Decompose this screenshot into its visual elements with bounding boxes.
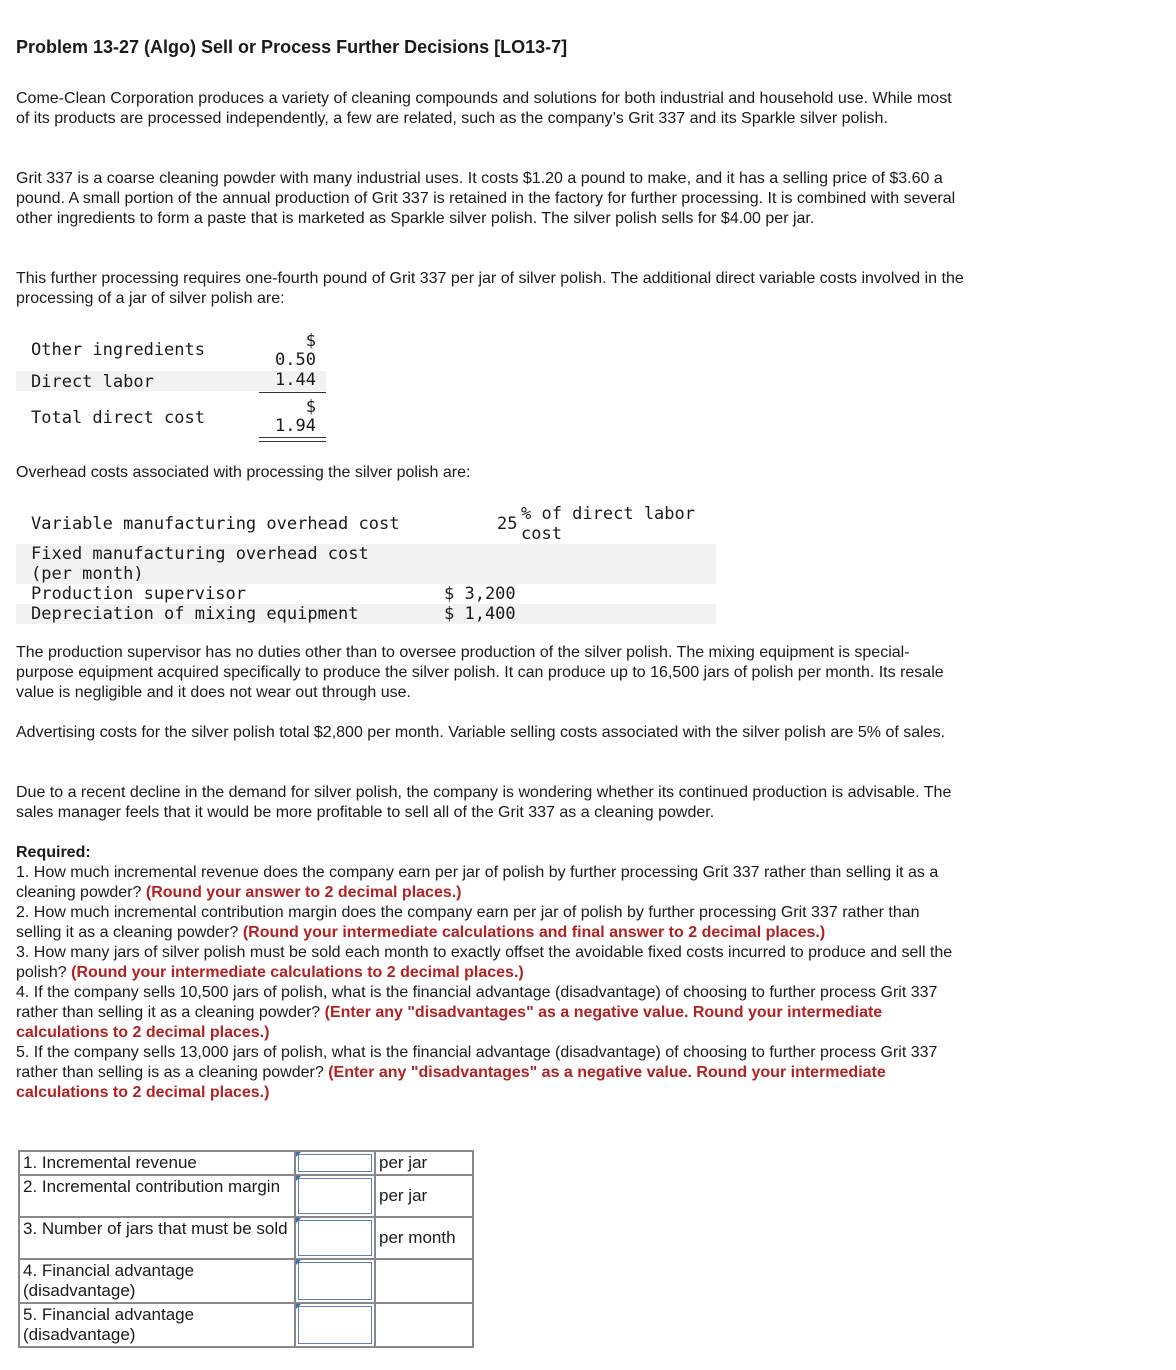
question-1-note: (Round your answer to 2 decimal places.) <box>145 884 462 901</box>
question-3-text: 3. How many jars of silver polish must be sold each month to exactly offset the avoidable fixed costs incurred to produce and sell the polish? <box>16 944 953 981</box>
supervisor-paragraph: The production supervisor has no duties other than to oversee production of the silver polish. The mixing equipment is special-purpose equipment acquired specifically to produce the silver polish. It can produce up to 16,500 jars of polish per month. Its resale value is negligible and it does not wear out through use. <box>16 644 944 701</box>
question-5 <box>16 1043 966 1103</box>
total-direct-cost-label: Total direct cost <box>31 408 205 428</box>
depreciation-value: $ 1,400 <box>444 604 516 624</box>
demand-paragraph: Due to a recent decline in the demand for silver polish, the company is wondering whether its continued production is advisable. The sales manager feels that it would be more profitable to sell all of the Grit 337 as a cleaning powder. <box>16 784 952 821</box>
dollar-sign: $ <box>305 331 316 351</box>
variable-overhead-percent: 25 <box>497 514 518 534</box>
variable-overhead-label: Variable manufacturing overhead cost <box>31 514 400 534</box>
page-title: Problem 13-27 (Algo) Sell or Process Further Decisions [LO13-7] <box>16 37 568 57</box>
production-supervisor-label: Production supervisor <box>31 584 246 604</box>
depreciation-label: Depreciation of mixing equipment <box>31 604 359 624</box>
answer-input[interactable] <box>298 1178 372 1214</box>
answer-row <box>19 1151 473 1175</box>
fixed-overhead-label: Fixed manufacturing overhead cost <box>31 544 369 564</box>
answer-unit: per month <box>375 1217 473 1259</box>
answer-label: 3. Number of jars that must be sold <box>19 1217 295 1259</box>
fixed-overhead-label-cont: (per month) <box>31 564 144 584</box>
answer-row <box>19 1259 473 1303</box>
variable-overhead-basis-cont: cost <box>521 524 562 544</box>
answer-input[interactable] <box>298 1306 372 1344</box>
answer-unit <box>375 1303 473 1347</box>
advertising-paragraph: Advertising costs for the silver polish total $2,800 per month. Variable selling costs associated with the silver polish are 5% of sales. <box>16 724 946 741</box>
other-ingredients-label: Other ingredients <box>31 340 205 360</box>
total-direct-cost-value: 1.94 <box>275 416 316 436</box>
answer-row <box>19 1175 473 1217</box>
question-3-note: (Round your intermediate calculations to 2 decimal places.) <box>71 964 524 981</box>
direct-labor-value: 1.44 <box>275 370 316 390</box>
answer-table <box>18 1150 474 1348</box>
question-2-note: (Round your intermediate calculations and final answer to 2 decimal places.) <box>242 924 826 941</box>
required-heading: Required: <box>16 844 91 861</box>
question-1-text: 1. How much incremental revenue does the company earn per jar of polish by further processing Grit 337 rather than selling it as a cleaning powder? <box>16 864 939 901</box>
question-1 <box>16 863 966 903</box>
question-4-text: 4. If the company sells 10,500 jars of polish, what is the financial advantage (disadvantage) of choosing to further process Grit 337 rather than selling it as a cleaning powder? <box>16 984 938 1021</box>
answer-unit <box>375 1259 473 1303</box>
grit-paragraph: Grit 337 is a coarse cleaning powder with many industrial uses. It costs $1.20 a pound to make, and it has a selling price of $3.60 a pound. A small portion of the annual production of Grit 337 is retained in the factory for further processing. It is combined with several other ingredients to form a paste that is marketed as Sparkle silver polish. The silver polish sells for $4.00 per jar. <box>16 170 956 227</box>
intro-paragraph: Come-Clean Corporation produces a variety of cleaning compounds and solutions for both industrial and household use. While most of its products are processed independently, a few are related, such as the company’s Grit 337 and its Sparkle silver polish. <box>16 90 952 127</box>
input-flag-icon <box>296 1218 301 1223</box>
question-4-note: (Enter any "disadvantages" as a negative value. Round your intermediate calculations to 2 decimal places.) <box>16 1004 883 1041</box>
answer-input[interactable] <box>298 1154 372 1172</box>
production-supervisor-value: $ 3,200 <box>444 584 516 604</box>
question-4 <box>16 983 966 1043</box>
answer-label: 4. Financial advantage (disadvantage) <box>19 1259 295 1303</box>
overhead-paragraph: Overhead costs associated with processing the silver polish are: <box>16 464 471 481</box>
answer-input-cell[interactable] <box>295 1259 375 1303</box>
answer-input[interactable] <box>298 1220 372 1256</box>
direct-labor-label: Direct labor <box>31 372 154 392</box>
input-flag-icon <box>296 1152 301 1157</box>
other-ingredients-value: 0.50 <box>275 350 316 370</box>
answer-label: 5. Financial advantage (disadvantage) <box>19 1303 295 1347</box>
input-flag-icon <box>296 1304 301 1309</box>
answer-input[interactable] <box>298 1262 372 1300</box>
variable-overhead-basis: % of direct labor <box>521 504 695 524</box>
answer-input-cell[interactable] <box>295 1303 375 1347</box>
answer-row <box>19 1217 473 1259</box>
answer-label: 2. Incremental contribution margin <box>19 1175 295 1217</box>
dollar-sign: $ <box>305 397 316 417</box>
answer-input-cell[interactable] <box>295 1217 375 1259</box>
answer-unit: per jar <box>375 1175 473 1217</box>
question-2-text: 2. How much incremental contribution margin does the company earn per jar of polish by further processing Grit 337 rather than selling it as a cleaning powder? <box>16 904 920 941</box>
total-double-rule-top <box>259 437 326 438</box>
question-5-text: 5. If the company sells 13,000 jars of polish, what is the financial advantage (disadvantage) of choosing to further process Grit 337 rather than selling is as a cleaning powder? <box>16 1044 938 1081</box>
required-section <box>16 843 966 1103</box>
input-flag-icon <box>296 1260 301 1265</box>
input-flag-icon <box>296 1176 301 1181</box>
processing-paragraph: This further processing requires one-fourth pound of Grit 337 per jar of silver polish. The additional direct variable costs involved in the processing of a jar of silver polish are: <box>16 270 964 307</box>
subtotal-rule <box>259 392 326 393</box>
question-3 <box>16 943 966 983</box>
answer-label: 1. Incremental revenue <box>19 1151 295 1175</box>
answer-row <box>19 1303 473 1347</box>
total-double-rule-bottom <box>259 441 326 442</box>
answer-unit: per jar <box>375 1151 473 1175</box>
question-2 <box>16 903 966 943</box>
answer-input-cell[interactable] <box>295 1175 375 1217</box>
question-5-note: (Enter any "disadvantages" as a negative value. Round your intermediate calculations to 2 decimal places.) <box>16 1064 886 1101</box>
answer-input-cell[interactable] <box>295 1151 375 1175</box>
